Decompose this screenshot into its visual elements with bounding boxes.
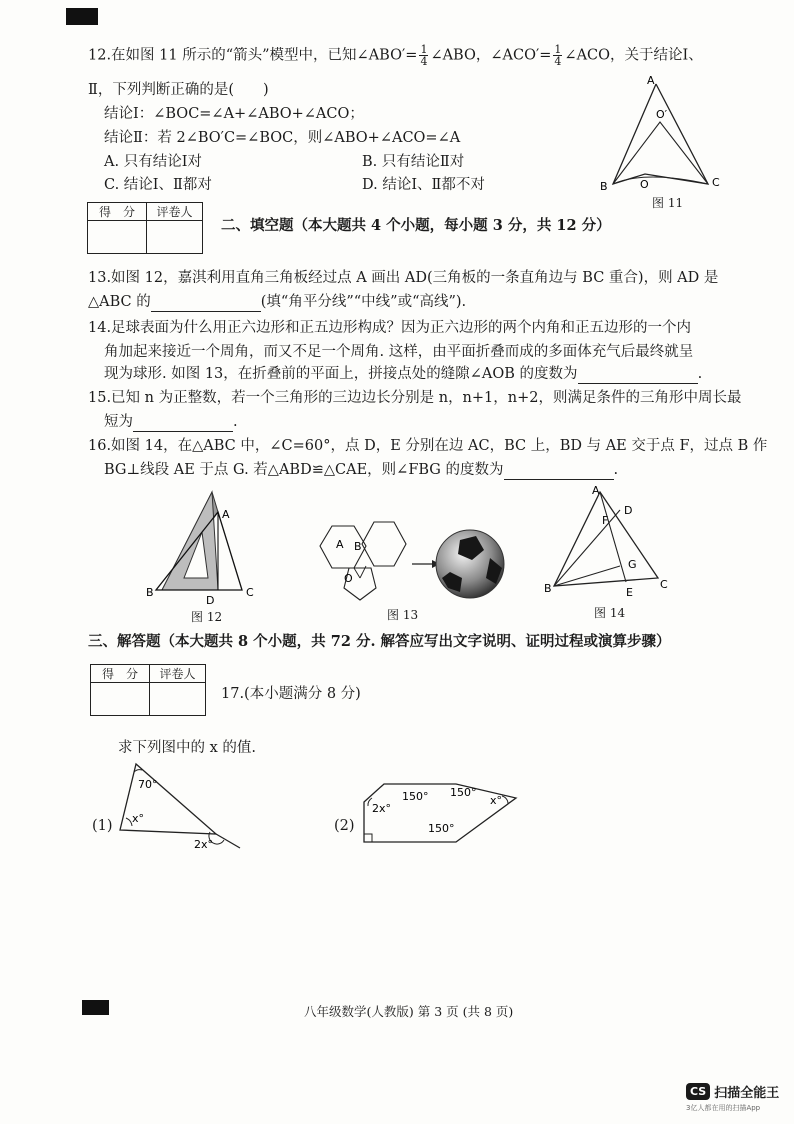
svg-text:x°: x° <box>132 812 145 825</box>
q12-option-b: B. 只有结论Ⅱ对 <box>362 154 465 170</box>
q14-answer-blank[interactable] <box>578 367 698 384</box>
figure-14-caption: 图 14 <box>594 606 626 620</box>
q14-line3: 现为球形. 如图 13，在折叠前的平面上，拼接点处的缝隙∠AOB 的度数为 . <box>104 366 703 382</box>
grader-header: 评卷人 <box>150 665 206 683</box>
grader-cell[interactable] <box>150 683 206 716</box>
svg-text:B: B <box>544 582 552 595</box>
scanner-app-name: 扫描全能王 <box>714 1086 780 1101</box>
svg-text:2x°: 2x° <box>372 802 392 815</box>
q12-line2: Ⅱ，下列判断正确的是( ) <box>88 82 269 98</box>
svg-text:B: B <box>354 540 362 553</box>
q12-line1: 12.在如图 11 所示的“箭头”模型中，已知∠ABO′= $\frac{1}{4}$ ∠ABO，∠ACO′= $\frac{1}{4}$ ∠ACO，关于结论Ⅰ、 <box>88 43 703 68</box>
figure-14 <box>540 482 680 600</box>
figure-13 <box>300 516 510 610</box>
figure-11 <box>596 70 736 210</box>
q17-prompt: 求下列图中的 x 的值. <box>118 740 257 756</box>
svg-text:B: B <box>600 180 608 193</box>
score-header: 得 分 <box>88 203 147 221</box>
svg-text:B: B <box>146 586 154 599</box>
q12-option-c: C. 结论Ⅰ、Ⅱ都对 <box>104 177 212 193</box>
svg-text:O: O <box>344 572 353 585</box>
figure-12-caption: 图 12 <box>191 610 223 624</box>
q15-line2: 短为 . <box>104 414 238 430</box>
figure-13-caption: 图 13 <box>387 608 419 622</box>
grader-header: 评卷人 <box>147 203 203 221</box>
q17-figure-2 <box>356 776 524 850</box>
figure-12 <box>144 490 270 610</box>
svg-text:70°: 70° <box>138 778 158 791</box>
q12-option-d: D. 结论Ⅰ、Ⅱ都不对 <box>362 177 485 193</box>
svg-text:D: D <box>206 594 215 607</box>
svg-text:A: A <box>222 508 230 521</box>
fraction-quarter: $\frac{1}{4}$ <box>420 43 428 68</box>
svg-text:A: A <box>336 538 344 551</box>
q15-answer-blank[interactable] <box>133 415 233 432</box>
svg-text:150°: 150° <box>428 822 455 835</box>
scanner-tagline: 3亿人都在用的扫描App <box>686 1104 761 1112</box>
corner-mark-bottom <box>82 1000 109 1015</box>
section-3-title: 三、解答题（本大题共 8 个小题，共 72 分. 解答应写出文字说明、证明过程或演算步骤） <box>88 633 671 650</box>
page-footer: 八年级数学(人教版) 第 3 页 (共 8 页) <box>304 1004 514 1019</box>
q12-conclusion-1: 结论Ⅰ：∠BOC=∠A+∠ABO+∠ACO； <box>104 106 364 122</box>
score-header: 得 分 <box>91 665 150 683</box>
q17-part2-label: (2) <box>334 818 355 834</box>
svg-text:G: G <box>628 558 637 571</box>
svg-text:A: A <box>647 74 655 87</box>
q17-figure-1 <box>112 760 248 856</box>
section-2-title: 二、填空题（本大题共 4 个小题，每小题 3 分，共 12 分） <box>221 217 611 234</box>
score-table <box>87 202 203 254</box>
grader-cell[interactable] <box>147 221 203 254</box>
svg-text:2x°: 2x° <box>194 838 214 851</box>
svg-text:C: C <box>712 176 720 189</box>
scanner-watermark <box>686 1082 779 1113</box>
corner-mark-top <box>66 8 98 25</box>
scanner-logo-icon: CS <box>686 1083 710 1100</box>
svg-text:150°: 150° <box>450 786 477 799</box>
q13-answer-blank[interactable] <box>151 295 261 312</box>
q17-part1-label: (1) <box>92 818 113 834</box>
q16-line1: 16.如图 14，在△ABC 中，∠C=60°，点 D，E 分别在边 AC，BC 上，BD 与 AE 交于点 F，过点 B 作 <box>88 438 768 454</box>
q14-line1: 14.足球表面为什么用正六边形和正五边形构成？因为正六边形的两个内角和正五边形的一个内 <box>88 320 692 336</box>
q16-line2: BG⊥线段 AE 于点 G. 若△ABD≌△CAE，则∠FBG 的度数为 . <box>104 462 619 478</box>
svg-text:D: D <box>624 504 633 517</box>
svg-text:F: F <box>602 514 609 527</box>
q17-title: 17.(本小题满分 8 分) <box>221 686 361 702</box>
svg-text:C: C <box>660 578 668 591</box>
svg-text:150°: 150° <box>402 790 429 803</box>
svg-text:A: A <box>592 484 600 497</box>
svg-text:O′: O′ <box>656 108 668 121</box>
figure-11-caption: 图 11 <box>652 196 684 210</box>
score-cell[interactable] <box>88 221 147 254</box>
q14-line2: 角加起来接近一个周角，而又不足一个周角. 这样，由平面折叠而成的多面体充气后最终就呈 <box>104 344 694 360</box>
q16-answer-blank[interactable] <box>504 463 614 480</box>
svg-text:x°: x° <box>490 794 503 807</box>
svg-text:E: E <box>626 586 633 599</box>
svg-text:C: C <box>246 586 254 599</box>
fraction-quarter: $\frac{1}{4}$ <box>554 43 562 68</box>
q13-line2: △ABC 的 (填“角平分线”“中线”或“高线”). <box>88 294 467 310</box>
svg-text:O: O <box>640 178 649 191</box>
q12-option-a: A. 只有结论Ⅰ对 <box>104 154 202 170</box>
q12-conclusion-2: 结论Ⅱ：若 2∠BO′C=∠BOC，则∠ABO+∠ACO=∠A <box>104 130 461 146</box>
score-table-17 <box>90 664 206 716</box>
score-cell[interactable] <box>91 683 150 716</box>
q15-line1: 15.已知 n 为正整数，若一个三角形的三边边长分别是 n，n+1，n+2，则满足条件的三角形中周长最 <box>88 390 742 406</box>
q13-line1: 13.如图 12，嘉淇利用直角三角板经过点 A 画出 AD(三角板的一条直角边与 BC 重合)，则 AD 是 <box>88 270 719 286</box>
